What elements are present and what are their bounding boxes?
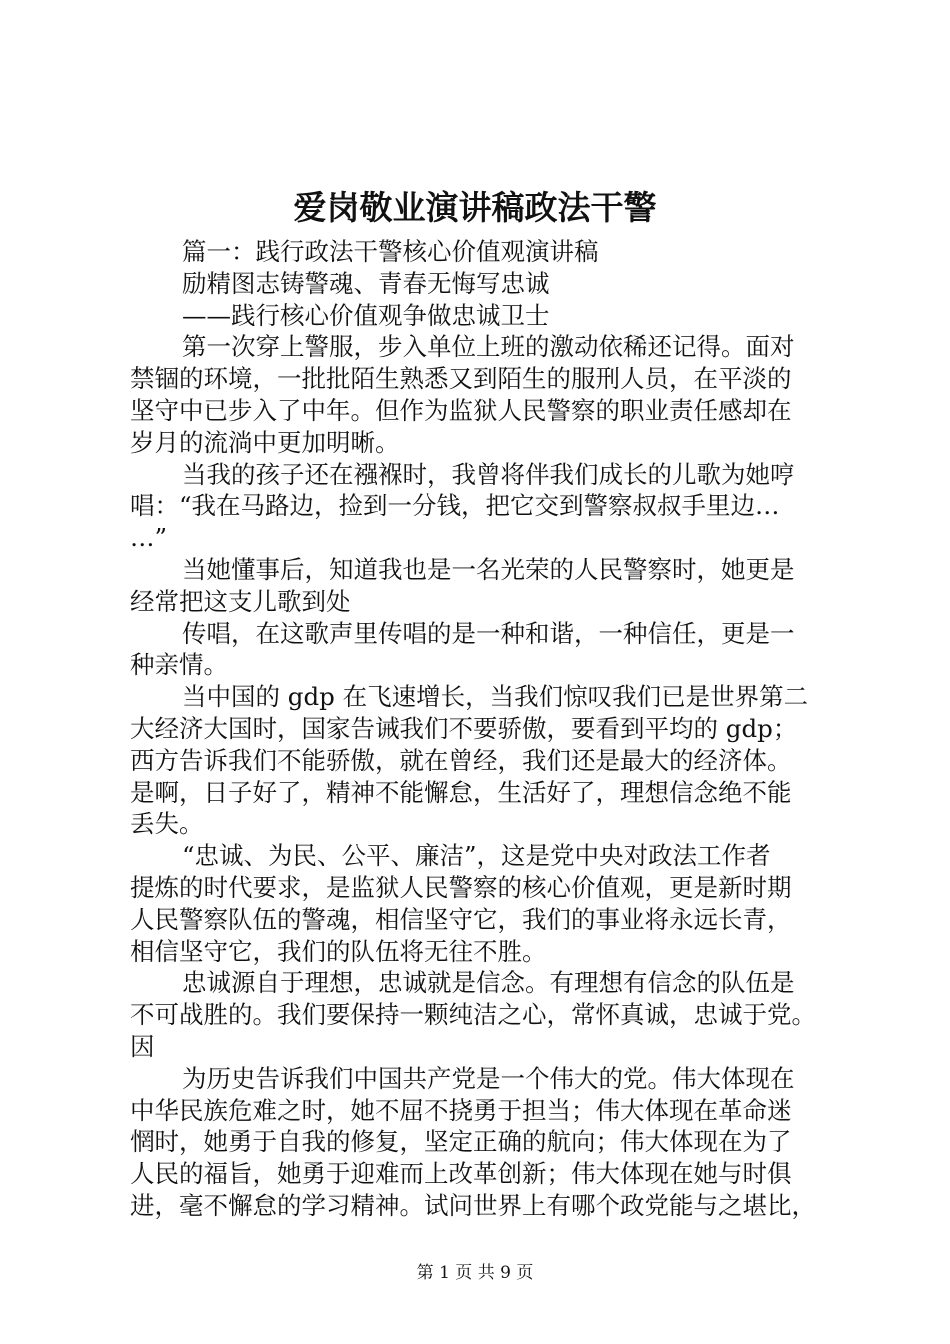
text-line: 经常把这支儿歌到处	[130, 586, 351, 616]
page-footer: 第 1 页 共 9 页	[416, 1263, 534, 1283]
text-line: 相信坚守它，我们的队伍将无往不胜。	[130, 936, 547, 966]
text-line: 禁锢的环境，一批批陌生熟悉又到陌生的服刑人员，在平淡的	[130, 364, 792, 394]
text-line: 大经济大国时，国家告诫我们不要骄傲，要看到平均的 gdp；	[130, 713, 798, 743]
text-line: 惘时，她勇于自我的修复，坚定正确的航向；伟大体现在为了	[130, 1127, 792, 1157]
text-line: 种亲情。	[130, 650, 228, 680]
document-title: 爱岗敬业演讲稿政法干警	[293, 188, 657, 227]
text-line: 人民的福旨，她勇于迎难而上改革创新；伟大体现在她与时俱	[130, 1159, 792, 1189]
text-line: 第一次穿上警服，步入单位上班的激动依稀还记得。面对	[182, 332, 795, 362]
text-line: 当我的孩子还在襁褓时，我曾将伴我们成长的儿歌为她哼	[182, 459, 795, 489]
text-line: 岁月的流淌中更加明晰。	[130, 427, 400, 457]
text-line: …”	[130, 523, 168, 553]
text-line: 不可战胜的。我们要保持一颗纯洁之心，常怀真诚，忠诚于党。	[130, 1000, 816, 1030]
text-line: 当她懂事后，知道我也是一名光荣的人民警察时，她更是	[182, 554, 795, 584]
text-line: 坚守中已步入了中年。但作为监狱人民警察的职业责任感却在	[130, 395, 792, 425]
text-line: 励精图志铸警魂、青春无悔写忠诚	[182, 268, 550, 298]
text-line: 为历史告诉我们中国共产党是一个伟大的党。伟大体现在	[182, 1063, 795, 1093]
text-line: 篇一：践行政法干警核心价值观演讲稿	[182, 237, 599, 266]
text-line: 中华民族危难之时，她不屈不挠勇于担当；伟大体现在革命迷	[130, 1095, 792, 1125]
text-line: 进，毫不懈怠的学习精神。试问世界上有哪个政党能与之堪比，	[130, 1190, 816, 1220]
text-line: 丢失。	[130, 809, 204, 839]
text-line: ——践行核心价值观争做忠诚卫士	[182, 300, 550, 330]
text-line: 因	[130, 1031, 155, 1061]
text-line: 提炼的时代要求，是监狱人民警察的核心价值观，更是新时期	[130, 872, 792, 902]
text-line: 传唱，在这歌声里传唱的是一种和谐，一种信任，更是一	[182, 618, 795, 648]
document-body	[130, 236, 840, 1222]
text-line: 忠诚源自于理想，忠诚就是信念。有理想有信念的队伍是	[182, 968, 795, 998]
text-line: “忠诚、为民、公平、廉洁”，这是党中央对政法工作者	[182, 841, 771, 871]
text-line: 唱：“我在马路边，捡到一分钱，把它交到警察叔叔手里边…	[130, 491, 780, 521]
text-line: 西方告诉我们不能骄傲，就在曾经，我们还是最大的经济体。	[130, 745, 792, 775]
text-line: 是啊，日子好了，精神不能懈怠，生活好了，理想信念绝不能	[130, 777, 792, 807]
text-line: 当中国的 gdp 在飞速增长，当我们惊叹我们已是世界第二	[182, 682, 809, 712]
text-line: 人民警察队伍的警魂，相信坚守它，我们的事业将永远长青，	[130, 904, 792, 934]
